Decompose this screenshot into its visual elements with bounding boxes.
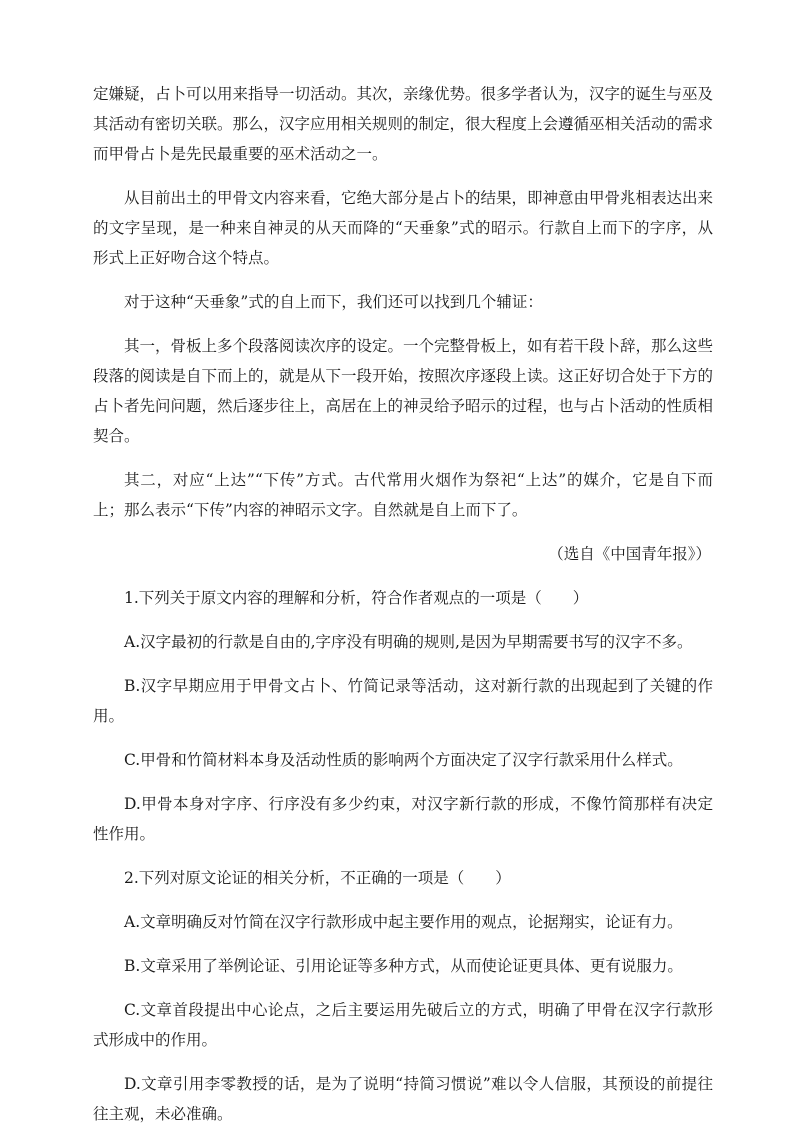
question-2-stem: 2.下列对原文论证的相关分析，不正确的一项是（ ） (124, 869, 511, 887)
question-1-option-d: D.甲骨本身对字序、行序没有多少约束，对汉字新行款的形成，不像竹简那样有决定性作用。 (93, 795, 713, 843)
document-page (93, 79, 713, 1143)
question-2-option-a: A.文章明确反对竹简在汉字行款形成中起主要作用的观点，论据翔实，论证有力。 (124, 913, 683, 931)
article-paragraph-5: 其二，对应“上达”“下传”方式。古代常用火烟作为祭祀“上达”的媒介，它是自下而上；那么表示“下传”内容的神昭示文字。自然就是自上而下了。 (93, 471, 713, 519)
question-1-option-a: A.汉字最初的行款是自由的,字序没有明确的规则,是因为早期需要书写的汉字不多。 (124, 633, 693, 651)
question-2-option-c: C.文章首段提出中心论点，之后主要运用先破后立的方式，明确了甲骨在汉字行款形式形成中的作用。 (93, 1001, 713, 1049)
article-paragraph-2: 从目前出土的甲骨文内容来看，它绝大部分是占卜的结果，即神意由甲骨兆相表达出来的文字呈现，是一种来自神灵的从天而降的“天垂象”式的昭示。行款自上而下的字序，从形式上正好吻合这个特点。 (93, 189, 714, 267)
article-source: （选自《中国青年报》） (548, 545, 711, 563)
question-1-option-c: C.甲骨和竹简材料本身及活动性质的影响两个方面决定了汉字行款采用什么样式。 (124, 751, 683, 769)
question-2-option-d: D.文章引用李零教授的话，是为了说明“持简习惯说”难以令人信服，其预设的前提往往主观，未必准确。 (93, 1075, 713, 1123)
article-paragraph-4: 其一，骨板上多个段落阅读次序的设定。一个完整骨板上，如有若干段卜辞，那么这些段落的阅读是自下而上的，就是从下一段开始，按照次序逐段上读。这正好切合处于下方的占卜者先问问题，然后逐步往上，高居在上的神灵给予昭示的过程，也与占卜活动的性质相契合。 (93, 337, 714, 445)
article-paragraph-3: 对于这种“天垂象”式的自上而下，我们还可以找到几个辅证： (124, 293, 543, 311)
question-2-option-b: B.文章采用了举例论证、引用论证等多种方式，从而使论证更具体、更有说服力。 (124, 957, 683, 975)
question-1-option-b: B.汉字早期应用于甲骨文占卜、竹简记录等活动，这对新行款的出现起到了关键的作用。 (93, 677, 713, 725)
question-1-stem: 1.下列关于原文内容的理解和分析，符合作者观点的一项是（ ） (124, 589, 589, 607)
article-paragraph-1: 定嫌疑，占卜可以用来指导一切活动。其次，亲缘优势。很多学者认为，汉字的诞生与巫及其活动有密切关联。那么，汉字应用相关规则的制定，很大程度上会遵循巫相关活动的需求而甲骨占卜是先民最重要的巫术活动之一。 (93, 85, 714, 163)
